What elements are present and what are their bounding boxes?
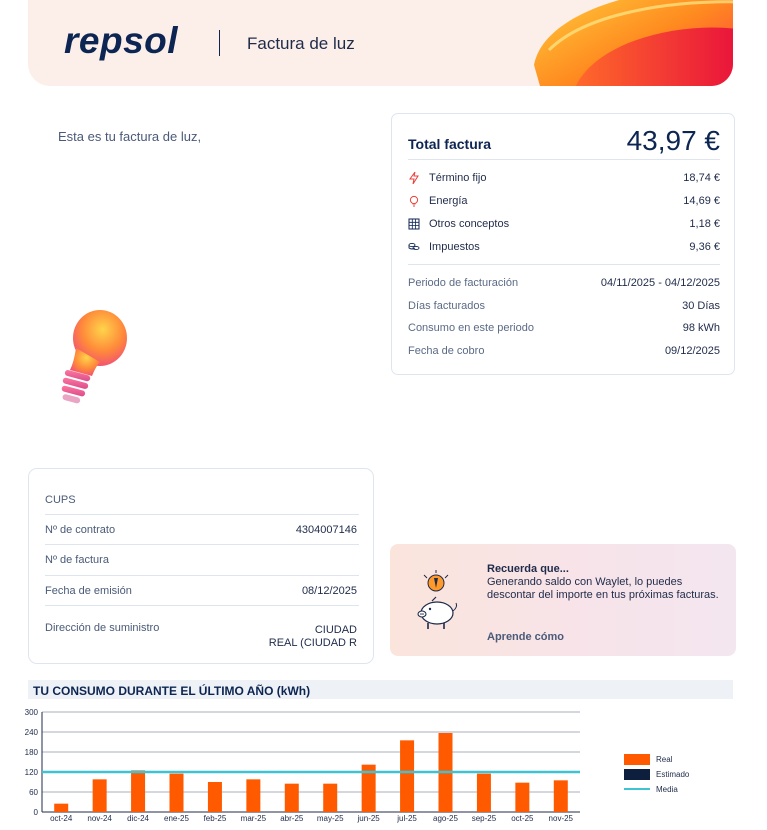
legend-label-media: Media <box>656 785 678 794</box>
bar-nov-25 <box>554 780 568 812</box>
concept-value: 18,74 € <box>683 172 720 184</box>
x-tick-label: may-25 <box>316 814 344 823</box>
lightning-icon <box>408 172 420 184</box>
info-label: Días facturados <box>408 300 486 312</box>
bar-oct-24 <box>54 804 68 812</box>
info-row-dias <box>408 300 720 318</box>
legend-swatch-real <box>624 754 650 765</box>
chart-header <box>28 680 733 699</box>
concept-label: Energía <box>429 195 468 207</box>
info-label: Periodo de facturación <box>408 277 519 289</box>
y-tick-label: 0 <box>33 808 38 817</box>
learn-how-link[interactable]: Aprende cómo <box>487 631 565 643</box>
y-tick-label: 60 <box>29 788 38 797</box>
x-tick-label: ene-25 <box>164 814 189 823</box>
total-amount: 43,97 € <box>626 125 720 156</box>
concept-label: Impuestos <box>429 241 480 253</box>
x-tick-label: feb-25 <box>203 814 227 823</box>
waylet-promo-card <box>390 544 736 656</box>
x-tick-label: ago-25 <box>433 814 458 823</box>
coins-icon <box>408 241 420 253</box>
info-label: Consumo en este periodo <box>408 322 534 334</box>
address-value <box>269 624 357 650</box>
intro-text: Esta es tu factura de luz, <box>58 129 202 144</box>
info-row-fecha-cobro <box>408 345 720 363</box>
divider <box>45 575 359 576</box>
lightbulb-icon <box>408 195 420 207</box>
bar-ene-25 <box>170 774 184 812</box>
legend-label-estimado: Estimado <box>656 770 690 779</box>
concept-label: Término fijo <box>429 172 487 184</box>
repsol-logo: repsol <box>64 20 179 61</box>
y-tick-label: 240 <box>24 728 38 737</box>
contract-label: Nº de factura <box>45 554 109 566</box>
y-tick-label: 300 <box>24 708 38 717</box>
x-tick-label: nov-25 <box>548 814 574 823</box>
consumption-chart <box>0 700 767 830</box>
divider <box>45 544 359 545</box>
contract-label: CUPS <box>45 494 76 506</box>
invoice-summary-card <box>391 113 735 375</box>
promo-body: Generando saldo con Waylet, lo puedes descontar del importe en tus próximas facturas. <box>487 576 719 601</box>
bar-jul-25 <box>400 740 414 812</box>
concept-label: Otros conceptos <box>429 218 510 230</box>
x-tick-label: mar-25 <box>240 814 267 823</box>
info-row-periodo <box>408 277 720 295</box>
contract-value: 4304007146 <box>295 524 357 536</box>
x-tick-label: jun-25 <box>357 814 380 823</box>
y-tick-label: 120 <box>24 768 38 777</box>
y-tick-label: 180 <box>24 748 38 757</box>
info-value: 09/12/2025 <box>664 345 720 357</box>
contract-label: Nº de contrato <box>45 524 116 536</box>
page-title: Factura de luz <box>247 34 355 53</box>
concept-row-impuestos <box>408 240 720 258</box>
bar-oct-25 <box>515 783 529 812</box>
concept-row-energia <box>408 194 720 212</box>
info-value: 04/11/2025 - 04/12/2025 <box>600 277 720 289</box>
legend-swatch-estimado <box>624 769 650 780</box>
bar-abr-25 <box>285 784 299 812</box>
divider <box>45 514 359 515</box>
x-tick-label: nov-24 <box>87 814 112 823</box>
bar-sep-25 <box>477 774 491 812</box>
bar-feb-25 <box>208 782 222 812</box>
chart-title: TU CONSUMO DURANTE EL ÚLTIMO AÑO (kWh) <box>33 684 311 698</box>
promo-title: Recuerda que... <box>487 563 569 575</box>
x-tick-label: oct-24 <box>50 814 73 823</box>
lightbulb-illustration <box>52 300 142 415</box>
header-banner <box>28 0 733 86</box>
info-value: 30 Días <box>682 300 720 312</box>
contract-details-card <box>28 468 374 664</box>
x-tick-label: dic-24 <box>127 814 149 823</box>
divider <box>45 605 359 606</box>
grid-icon <box>408 218 420 230</box>
concept-value: 1,18 € <box>689 218 720 230</box>
concept-row-termino-fijo <box>408 171 720 189</box>
contract-value: 08/12/2025 <box>301 585 357 597</box>
decorative-swoosh <box>504 0 733 86</box>
contract-label: Fecha de emisión <box>45 585 132 597</box>
address-line: REAL (CIUDAD R <box>268 637 357 649</box>
concept-value: 14,69 € <box>683 195 720 207</box>
bar-dic-24 <box>131 770 145 812</box>
x-tick-label: sep-25 <box>471 814 497 823</box>
piggy-bank-coin-icon <box>412 569 462 639</box>
address-line: CIUDAD <box>314 624 357 636</box>
concept-row-otros <box>408 217 720 235</box>
contract-label: Dirección de suministro <box>45 622 160 634</box>
x-tick-label: jul-25 <box>397 814 417 823</box>
x-tick-label: abr-25 <box>280 814 304 823</box>
contract-row-direccion <box>45 622 357 652</box>
bar-nov-24 <box>93 779 107 812</box>
x-tick-label: oct-25 <box>511 814 534 823</box>
concept-value: 9,36 € <box>689 241 720 253</box>
divider <box>408 159 720 160</box>
total-label: Total factura <box>408 136 491 152</box>
info-row-consumo <box>408 322 720 340</box>
bar-may-25 <box>323 784 337 812</box>
divider <box>408 264 720 265</box>
info-label: Fecha de cobro <box>408 345 485 357</box>
bar-mar-25 <box>246 779 260 812</box>
header-divider <box>219 30 220 56</box>
legend-label-real: Real <box>656 755 673 764</box>
info-value: 98 kWh <box>682 322 720 334</box>
